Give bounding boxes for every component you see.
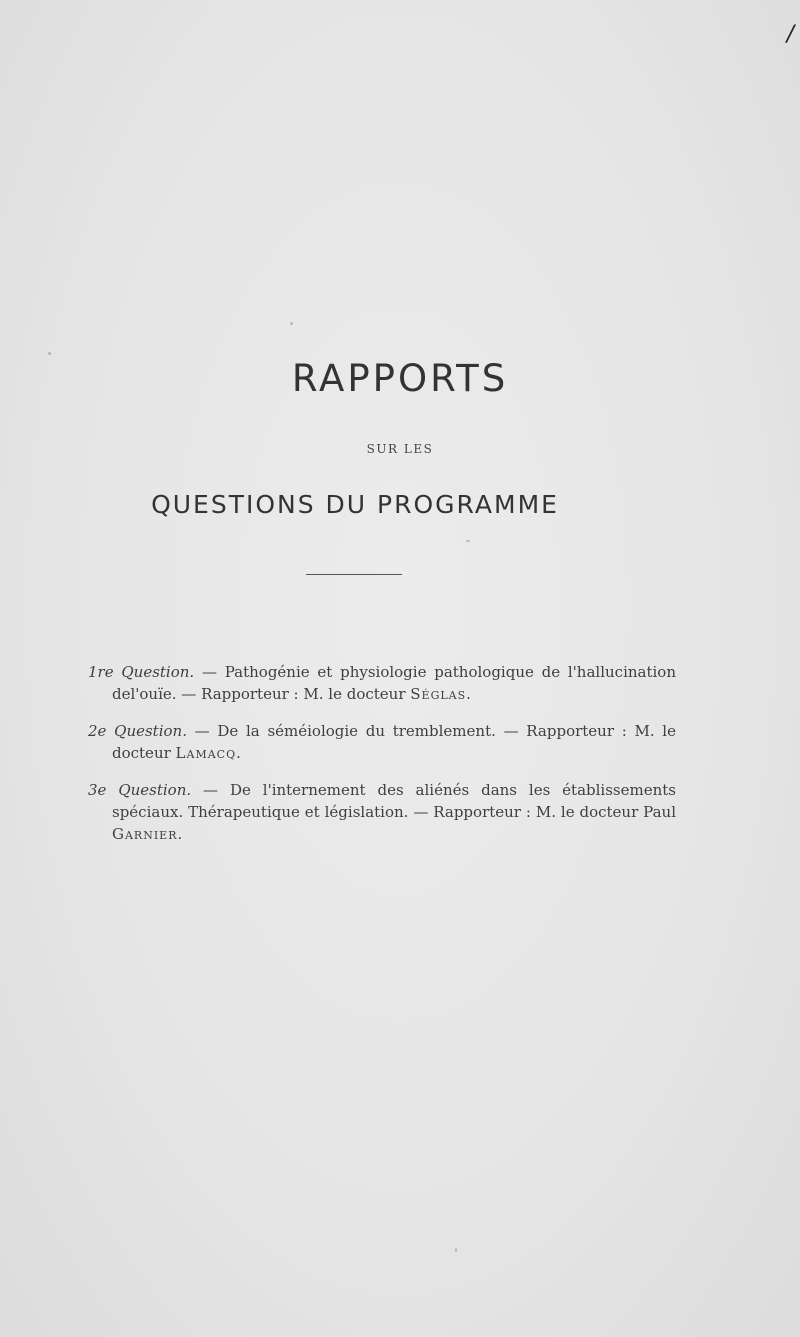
question-label: Question.	[114, 722, 187, 740]
page-number-mark: /	[786, 22, 794, 47]
rapporteur-name: Lamacq	[175, 744, 237, 762]
question-item-2	[88, 720, 676, 764]
question-text: — De la séméiologie du tremblement. — Rapporteur : M. le docteur	[112, 722, 676, 762]
question-end: .	[466, 685, 471, 703]
divider-rule	[306, 574, 402, 575]
question-number: 1re	[88, 663, 114, 681]
question-number: 3e	[88, 781, 107, 799]
question-label: Question.	[121, 663, 195, 681]
question-item-3	[88, 779, 676, 845]
paper-speck	[290, 322, 293, 325]
question-end: .	[177, 825, 183, 843]
question-text: — De l'internement des aliénés dans les établissements spéciaux. Thérapeutique et législation. — Rapporteur : M. le docteur Paul	[112, 781, 676, 821]
question-text: — Pathogénie et physiologie pathologique de l'hallucination del'ouïe. — Rapporteur : M. le docteur	[112, 663, 676, 703]
paper-speck	[466, 540, 470, 542]
question-end: .	[236, 744, 241, 762]
section-heading: QUESTIONS DU PROGRAMME	[151, 490, 559, 519]
question-number: 2e	[88, 722, 107, 740]
paper-speck	[455, 1248, 457, 1252]
question-label: Question.	[118, 781, 192, 799]
page-title: RAPPORTS	[291, 357, 509, 400]
rapporteur-name: Séglas	[410, 685, 467, 703]
page-subtitle: SUR LES	[366, 442, 434, 456]
question-list	[88, 646, 676, 853]
rapporteur-name: Garnier	[112, 825, 178, 843]
question-item-1	[88, 661, 676, 705]
paper-speck	[48, 352, 51, 355]
